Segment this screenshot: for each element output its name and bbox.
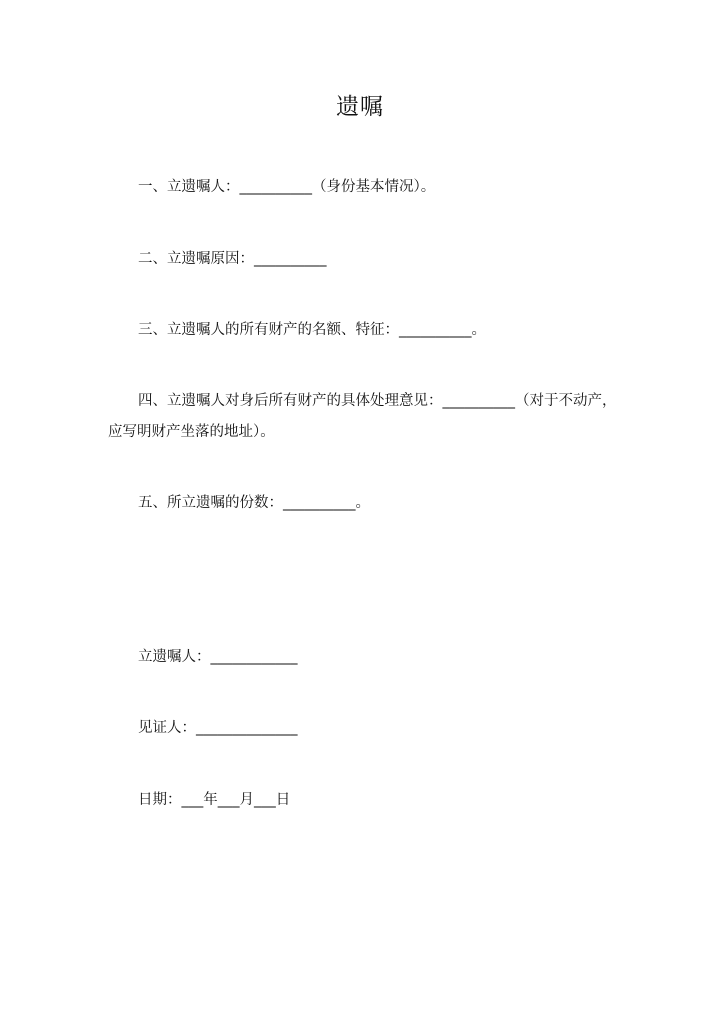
clause-2-reason: 二、立遗嘱原因：__________ <box>138 251 327 267</box>
clause-3-property: 三、立遗嘱人的所有财产的名额、特征：__________。 <box>138 322 486 338</box>
clause-1-testator: 一、立遗嘱人：__________（身份基本情况）。 <box>138 179 436 195</box>
date-line: 日期：___年___月___日 <box>138 792 291 808</box>
witness-signature-line: 见证人：______________ <box>138 720 298 736</box>
clause-4-line-2: 应写明财产坐落的地址）。 <box>108 424 275 440</box>
testator-signature-line: 立遗嘱人：____________ <box>138 649 298 665</box>
clause-5-copies: 五、所立遗嘱的份数：__________。 <box>138 495 370 511</box>
document-title: 遗嘱 <box>336 94 384 120</box>
clause-4-line-1: 四、立遗嘱人对身后所有财产的具体处理意见：__________（对于不动产， <box>138 393 617 409</box>
